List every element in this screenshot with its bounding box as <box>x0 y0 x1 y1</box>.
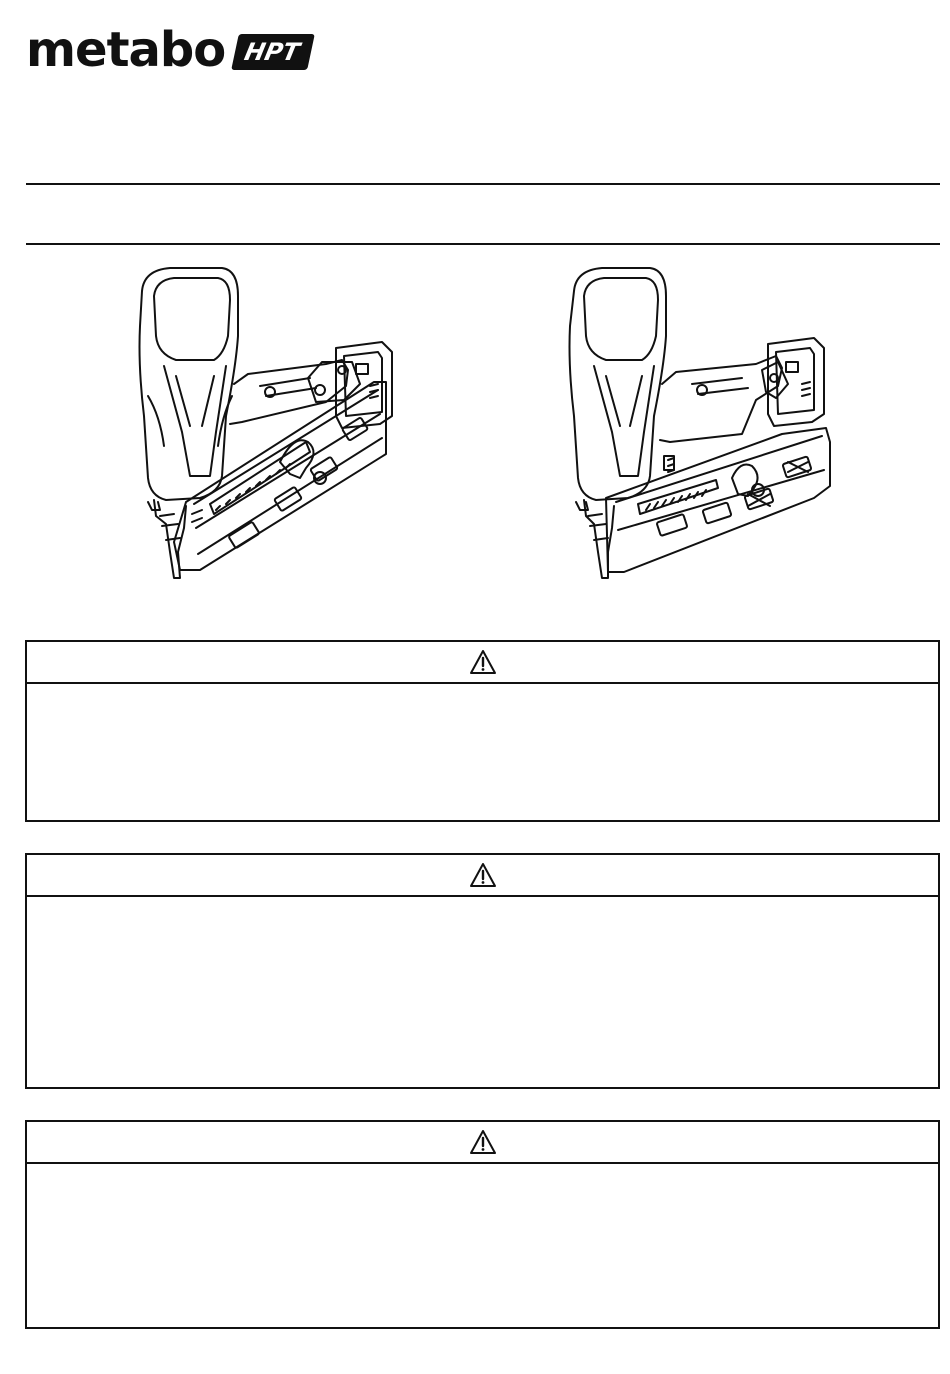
warning-header <box>27 1122 938 1164</box>
warning-box <box>25 853 940 1089</box>
warning-triangle-icon <box>469 649 497 675</box>
warning-header <box>27 642 938 684</box>
warning-triangle-icon <box>469 1129 497 1155</box>
warning-box <box>25 1120 940 1329</box>
warning-triangle-icon <box>469 862 497 888</box>
title-rule-bottom <box>26 243 940 245</box>
brand-badge: HPT <box>231 34 315 70</box>
framing-nailer-icon <box>562 266 838 586</box>
brand-logo <box>26 22 311 78</box>
brand-wordmark: metabo <box>26 22 226 78</box>
title-rule-top <box>26 183 940 185</box>
framing-nailer-icon <box>130 266 400 586</box>
warning-box <box>25 640 940 822</box>
warning-header <box>27 855 938 897</box>
